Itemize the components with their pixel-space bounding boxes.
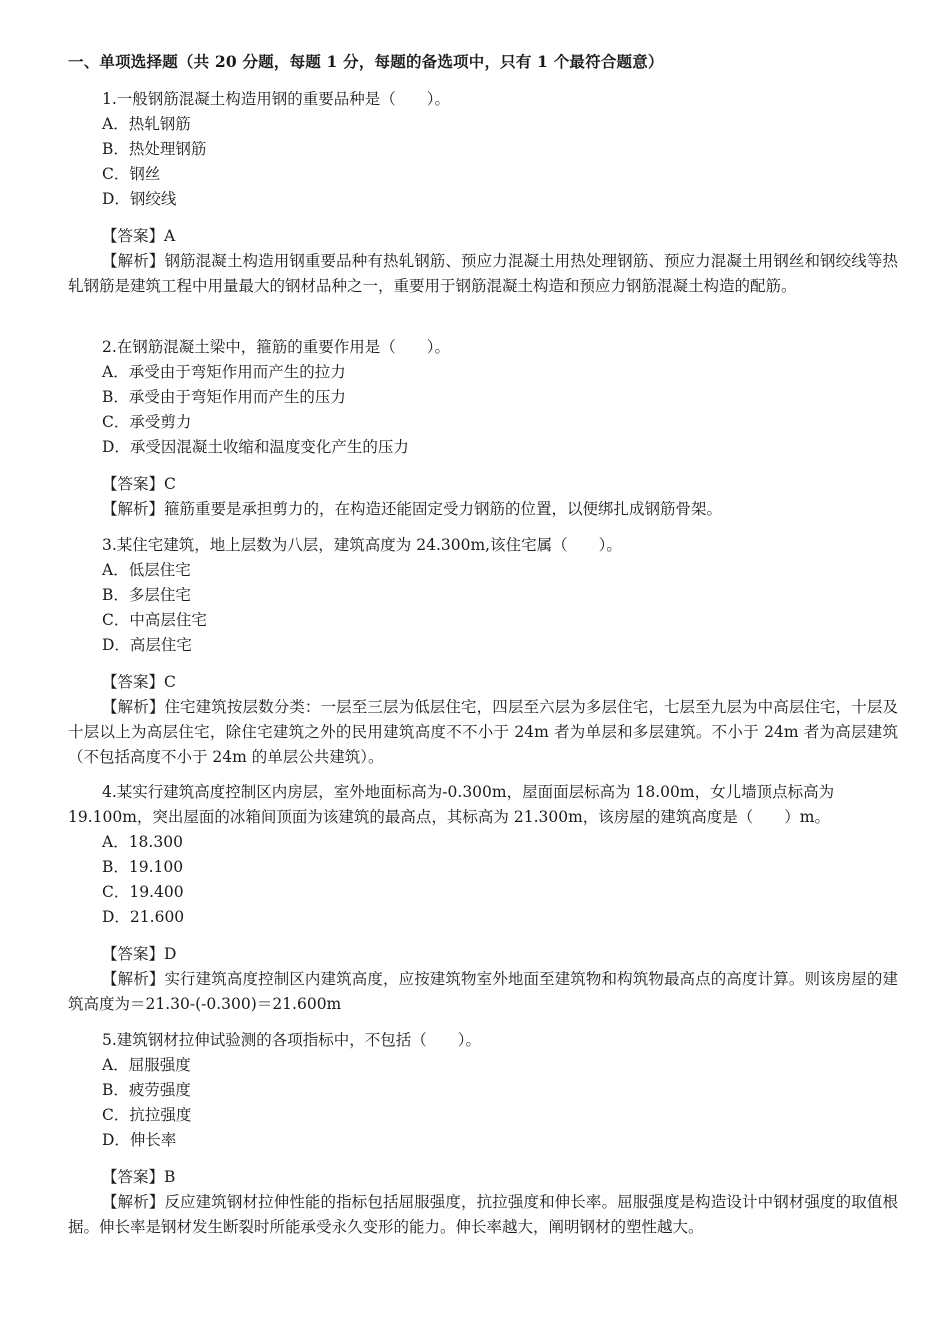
option-a: A．屈服强度 bbox=[102, 1056, 191, 1074]
option-a: A．热轧钢筋 bbox=[102, 115, 191, 133]
option-c: C．承受剪力 bbox=[102, 413, 192, 431]
answer: 【答案】B bbox=[102, 1168, 176, 1186]
question-5 bbox=[68, 1028, 898, 1240]
option-c: C．19.400 bbox=[102, 883, 184, 901]
question-stem: 5.建筑钢材拉伸试验测的各项指标中，不包括（ ）。 bbox=[102, 1031, 482, 1049]
option-b: B．19.100 bbox=[102, 858, 184, 876]
option-d: D．钢绞线 bbox=[102, 190, 177, 208]
option-a: A．承受由于弯矩作用而产生的拉力 bbox=[102, 363, 346, 381]
answer: 【答案】C bbox=[102, 475, 176, 493]
option-b: B．热处理钢筋 bbox=[102, 140, 207, 158]
answer: 【答案】C bbox=[102, 673, 176, 691]
analysis: 【解析】实行建筑高度控制区内建筑高度，应按建筑物室外地面至建筑物和构筑物最高点的高度计算。则该房屋的建筑高度为＝21.30-(-0.300)＝21.600m bbox=[68, 970, 898, 1013]
option-c: C．钢丝 bbox=[102, 165, 161, 183]
option-d: D．21.600 bbox=[102, 908, 185, 926]
option-d: D．高层住宅 bbox=[102, 636, 192, 654]
option-b: B．多层住宅 bbox=[102, 586, 191, 604]
option-d: D．承受因混凝土收缩和温度变化产生的压力 bbox=[102, 438, 409, 456]
question-stem: 1.一般钢筋混凝土构造用钢的重要品种是（ ）。 bbox=[102, 90, 451, 108]
section-title: 一、单项选择题（共 20 分题，每题 1 分，每题的备选项中，只有 1 个最符合题意） bbox=[68, 52, 664, 71]
option-a: A．18.300 bbox=[102, 833, 183, 851]
question-stem: 2.在钢筋混凝土梁中，箍筋的重要作用是（ ）。 bbox=[102, 338, 451, 356]
analysis: 【解析】住宅建筑按层数分类：一层至三层为低层住宅，四层至六层为多层住宅，七层至九层为中高层住宅，十层及十层以上为高层住宅，除住宅建筑之外的民用建筑高度不不小于 24m 者为单层和多层建筑。不小于 24m 者为高层建筑（不包括高度不小于 24m 的单层公共建筑）。 bbox=[68, 698, 898, 766]
option-b: B．疲劳强度 bbox=[102, 1081, 191, 1099]
question-3 bbox=[68, 533, 898, 770]
analysis: 【解析】反应建筑钢材拉伸性能的指标包括屈服强度，抗拉强度和伸长率。屈服强度是构造设计中钢材强度的取值根据。伸长率是钢材发生断裂时所能承受永久变形的能力。伸长率越大，阐明钢材的塑性越大。 bbox=[68, 1193, 898, 1236]
option-a: A．低层住宅 bbox=[102, 561, 191, 579]
question-stem: 3.某住宅建筑，地上层数为八层，建筑高度为 24.300m,该住宅属（ ）。 bbox=[102, 536, 622, 554]
question-2 bbox=[68, 335, 898, 522]
question-4 bbox=[68, 780, 898, 1017]
question-1 bbox=[68, 87, 898, 299]
analysis: 【解析】箍筋重要是承担剪力的，在构造还能固定受力钢筋的位置，以便绑扎成钢筋骨架。 bbox=[102, 500, 723, 518]
answer: 【答案】A bbox=[102, 227, 176, 245]
option-d: D．伸长率 bbox=[102, 1131, 177, 1149]
answer: 【答案】D bbox=[102, 945, 177, 963]
analysis: 【解析】钢筋混凝土构造用钢重要品种有热轧钢筋、预应力混凝土用热处理钢筋、预应力混凝土用钢丝和钢绞线等热轧钢筋是建筑工程中用量最大的钢材品种之一，重要用于钢筋混凝土构造和预应力钢筋混凝土构造的配筋。 bbox=[68, 252, 898, 295]
option-c: C．中高层住宅 bbox=[102, 611, 207, 629]
option-b: B．承受由于弯矩作用而产生的压力 bbox=[102, 388, 346, 406]
option-c: C．抗拉强度 bbox=[102, 1106, 192, 1124]
question-stem: 4.某实行建筑高度控制区内房层，室外地面标高为-0.300m，屋面面层标高为 18.00m，女儿墙顶点标高为 19.100m，突出屋面的冰箱间顶面为该建筑的最高点，其标高为 21.300m，该房屋的建筑高度是（ ）m。 bbox=[68, 783, 835, 826]
